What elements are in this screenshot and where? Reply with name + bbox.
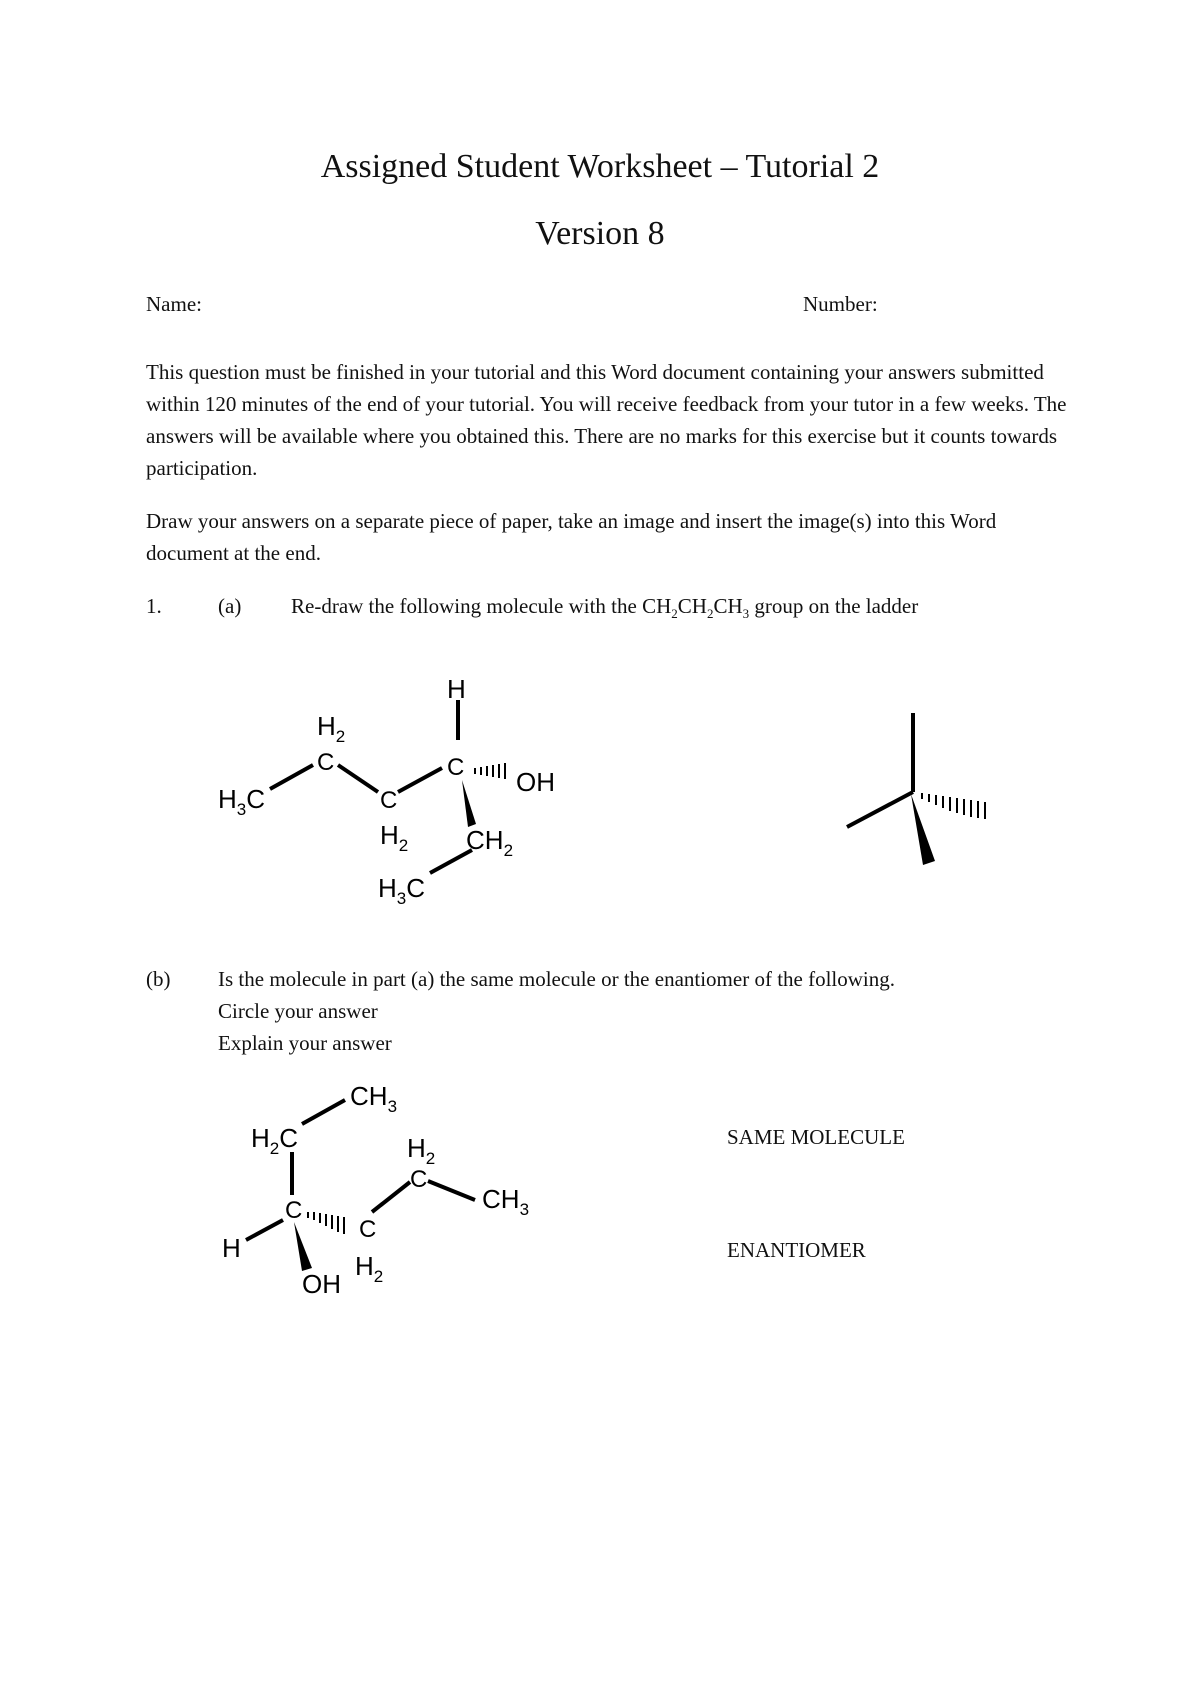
- formula-ch-2: CH: [677, 594, 707, 618]
- mol-a-ch2: $CH_2$: [466, 825, 514, 860]
- part-a-text-prefix: Re-draw the following molecule with the CH: [291, 594, 672, 618]
- part-b-line3: Explain your answer: [218, 1031, 392, 1055]
- mol-a-h2-b: $H_2$: [380, 820, 409, 855]
- mol-b-h2c: $H_2C$: [251, 1123, 299, 1158]
- mol-b-solid-wedge: [294, 1222, 312, 1271]
- mol-b-h-left: H: [222, 1233, 241, 1263]
- part-b-line1: Is the molecule in part (a) the same molecule or the enantiomer of the following.: [218, 967, 896, 991]
- part-b-label: (b): [146, 967, 171, 991]
- instructions-paragraph: Draw your answers on a separate piece of paper, take an image and insert the image(s) into this Word document at the end.: [146, 509, 997, 565]
- formula-sub-2: 2: [706, 606, 714, 622]
- mol-a-c-b: C: [380, 787, 398, 814]
- mol-a-oh: OH: [516, 767, 555, 797]
- mol-b-bond-c-c: [372, 1182, 410, 1212]
- worksheet-title: Assigned Student Worksheet – Tutorial 2: [320, 148, 880, 185]
- mol-b-c-lower: C: [359, 1216, 377, 1243]
- mol-a-h2-a: $H_2$: [317, 711, 346, 746]
- mol-b-c-center: C: [285, 1197, 303, 1224]
- option-same-molecule[interactable]: SAME MOLECULE: [727, 1125, 905, 1149]
- mol-a-c-center: C: [447, 754, 465, 781]
- mol-a-h3c-bottom: $H_3C$: [378, 873, 426, 908]
- number-label: Number:: [803, 292, 878, 316]
- mol-b-c-right: C: [410, 1166, 428, 1193]
- part-a-label: (a): [218, 594, 242, 618]
- mol-b-bond-h2c-ch3: [302, 1100, 345, 1124]
- mol-b-h2-lower: $H_2$: [355, 1251, 384, 1286]
- intro-paragraph: This question must be finished in your tutorial and this Word document containing your answers submitted within 120 minutes of the end of your tutorial. You will receive feedback from your tutor in a few weeks. The answers will be available where you obtained this. There are no marks for this exercise but it counts towards participation.: [146, 360, 1067, 480]
- part-b-line2: Circle your answer: [218, 999, 378, 1023]
- mol-a-h-top: H: [447, 674, 466, 704]
- mol-a-c-a: C: [317, 749, 335, 776]
- version-label: Version 8: [535, 215, 665, 252]
- mol-b-ch3-right: $CH_3$: [482, 1184, 530, 1219]
- mol-b-hashed-wedge: [308, 1212, 344, 1234]
- option-enantiomer[interactable]: ENANTIOMER: [727, 1238, 866, 1262]
- formula-sub-1: 2: [671, 606, 678, 622]
- mol-b-bond-h-c: [246, 1220, 283, 1240]
- mol-a-h3c-left: $H_3C$: [218, 784, 266, 819]
- question-number: 1.: [146, 594, 162, 618]
- mol-b-oh: OH: [302, 1269, 341, 1299]
- mol-b-h2-right: $H_2$: [407, 1133, 436, 1168]
- name-label: Name:: [146, 292, 202, 316]
- formula-sub-3: 3: [742, 606, 750, 622]
- formula-ch-3: CH: [713, 594, 743, 618]
- mol-b-ch3-top: $CH_3$: [350, 1081, 398, 1116]
- mol-b-bond-c-ch3: [428, 1181, 475, 1200]
- part-a-text-suffix: group on the ladder: [749, 594, 919, 618]
